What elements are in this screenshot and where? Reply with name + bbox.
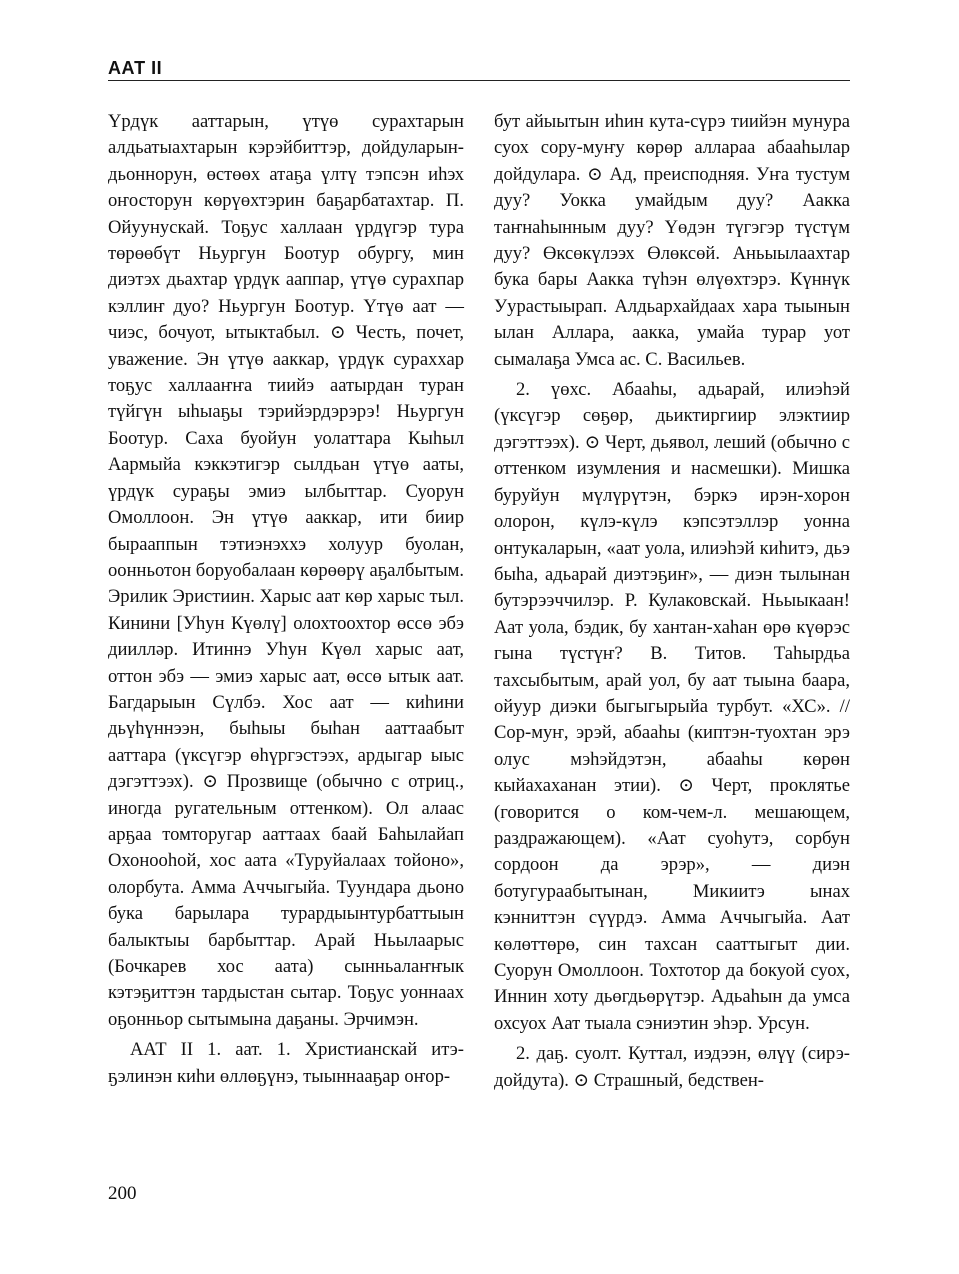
right-paragraph-3: 2. даҕ. суолт. Куттал, иэдээн, өлүү (сирэ-дойдута). ⊙ Страшный, бедствен- — [494, 1043, 850, 1091]
left-paragraph-1: Үрдүк ааттарын, үтүө сурахтарын алдьатыахтарын кэрэйбиттэр, дойдуларын-дьоннорун, өстөөх атаҕа үлтү тэпсэн иһэх оҥосторун көрүөхтэрин баҕарбатахтар. П. Ойуунускай. Тоҕус халлаан үрдүгэр тура төрөөбүт Ньургун Боотур обургу, мин диэтэх дьахтар үрдүк ааппар, үтүө сурахпар кэллиҥ дуо? Ньургун Боотур. Үтүө аат — чиэс, бочуот, ытыктабыл. ⊙ Честь, почет, уважение. Эн үтүө ааккар, үрдүк сураххар тоҕус халлааҥҥа тиийэ аатырдан туран түйгүн ыһыаҕы тэрийэрдэрэрэ! Ньургун Боотур. Саха буойун уолаттара Кыһыл Аармыйа кэккэтигэр сылдьан үтүө ааты, үрдүк сураҕы эмиэ ылбыттар. Суорун Омоллоон. Эн үтүө ааккар, ити биир бырааппын тэтиэнэххэ холуур буолан, оонньотон боруобалаан көрөөрү аҕалбытым. Эрилик Эристиин. Харыс аат көр харыс тыл. Кинини [Уһун Күөлү] олохтоохтор өссө эбэ диилләр. Итиннэ Уһун Күөл харыс аат, оттон эбэ — эмиэ харыс аат, өссө ытык аат. Багдарыын Сүлбэ. Хос аат — киһини дьүһүннээн, быһыы быһан ааттаабыт ааттара (үксүгэр өһүргэстээх, ардыгар ыыс дэгэттээх). ⊙ Прозвище (обычно с отриц., иногда ругательным оттенком). Ол алаас арҕаа томторугар ааттаах баай Баһылайап Охонооһой, хос аата «Туруйалаах тойоно», олорбута. Амма Аччыгыйа. Туундара дьоно бука барылара турардыынтурбаттыын балыктыы барбыттар. Арай Ньылаарыс (Бочкарев хос аата) сынньалаҥҥык кэтэҕиттэн тардыстан сытар. Тоҕус уоннаах оҕонньор сытымына даҕаны. Эрчимэн. — [108, 111, 464, 1030]
right-column — [494, 109, 850, 1094]
page-number: 200 — [108, 1183, 137, 1204]
header-rule — [108, 80, 850, 81]
running-header: ААТ II — [108, 58, 163, 78]
right-paragraph-2: 2. үөхс. Абааһы, адьарай, илиэһэй (үксүгэр сөҕөр, дьиктиргиир элэктиир дэгэттээх). ⊙ Черт, дьявол, леший (обычно с оттенком изумления и насмешки). Мишка буруйун мүлүрүтэн, бэркэ ирэн-хорон олорон, күлэ-күлэ кэпсэтэллэр уонна онтукаларын, «аат уола, илиэһэй киһитэ, дьэ быһа, адьарай диэтэҕиҥ», — диэн тылынан бутэрээччилэр. Ρ. Кулаковскай. Ньыыкаан! Аат уола, бэдик, бу хантан-хаһан өрө күөрэс гына түстүҥ? В. Титов. Таһырдьа тахсыбытым, арай уол, бу аат тыына баара, ойуур диэки быгыгырыйа турбут. «ХС». // Сор-муҥ, эрэй, абааһы (киптэн-туохтан эрэ олус мэһэйдэтэн, абааһы көрөн кыйахаханан этии). ⊙ Черт, проклятье (говорится о ком-чем-л. мешающем, раздражающем). «Аат суоһутэ, сорбун сордоон да эрэр», — диэн ботугураабытынан, Микиитэ ынах кэнниттэн сүүрдэ. Амма Аччыгыйа. Аат көлөттөрө, син тахсан сааттыгыт дии. Суорун Омоллоон. Тохтотор да бокуой суох, Иннин хоту дьөгдьөрүтэр. Адьаһын да умса охсуох Аат тыала сэниэтин эһэр. Урсун. — [494, 379, 850, 1034]
right-paragraph-1: бут айыытын иһин кута-сүрэ тиийэн мунура суох сору-муҥу көрөр алларaa абааһылар дойдулара. ⊙ Ад, преисподняя. Уҥа тустум дуу? Уокка умайдым дуу? Аакка таҥнаһынным дуу? Үөдэн түгэгэр түстүм дуу? Өксөкүлээх Өлөксөй. Аньыылаахтар бука бары Аакка түһэн өлүөхтэрэ. Күннүк Уурастыырап. Алдьархайдаах хара тыынын ылан Аллара, аакка, умайа турар уот сымалаҕа Умса ас. С. Васильев. — [494, 111, 850, 370]
left-paragraph-2: ААТ II 1. аат. 1. Христианскай итэҕэлинэн киһи өллөҕүнэ, тыыннааҕар оҥор- — [108, 1039, 464, 1087]
left-column — [108, 109, 464, 1090]
